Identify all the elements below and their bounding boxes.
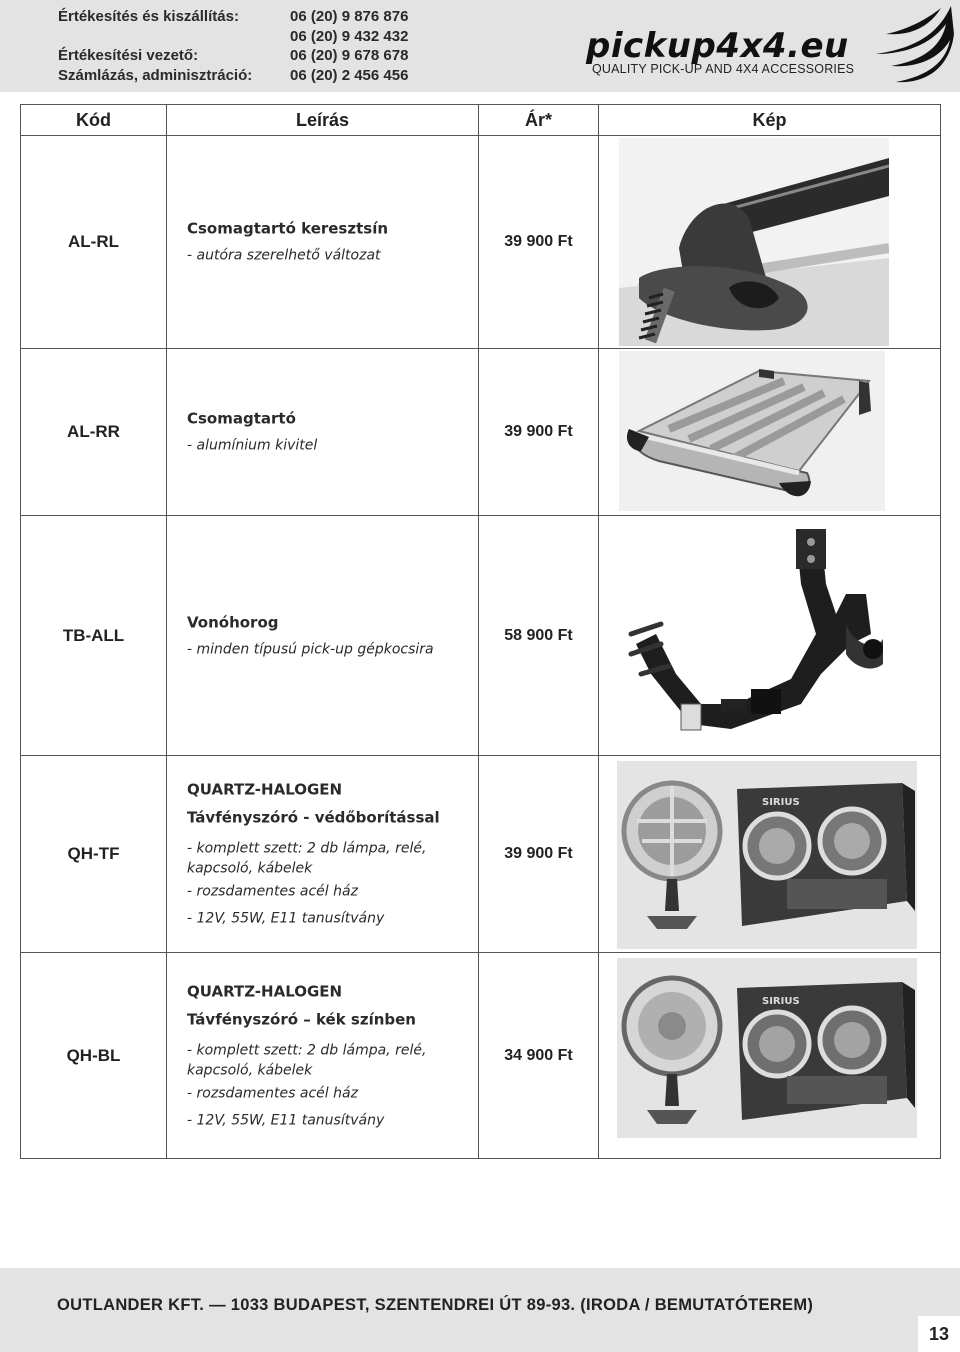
header-code: Kód bbox=[76, 109, 111, 130]
company-address: OUTLANDER KFT. — 1033 BUDAPEST, SZENTENDREI ÚT 89-93. (IRODA / BEMUTATÓTEREM) bbox=[57, 1296, 814, 1314]
brand-logo bbox=[586, 4, 956, 88]
code-cell bbox=[21, 756, 166, 952]
image-cell bbox=[598, 953, 940, 1158]
header-band bbox=[0, 0, 960, 92]
product-subtitle: Távfényszóró – kék színben bbox=[187, 1010, 416, 1028]
product-detail: kapcsoló, kábelek bbox=[187, 1062, 313, 1078]
product-description bbox=[187, 608, 472, 663]
product-detail: - 12V, 55W, E11 tanusítvány bbox=[187, 910, 385, 927]
product-code: QH-TF bbox=[67, 844, 120, 863]
description-cell bbox=[166, 516, 478, 755]
product-detail: - 12V, 55W, E11 tanusítvány bbox=[187, 1112, 385, 1128]
tow-bar-icon bbox=[621, 524, 891, 749]
logo-swoosh-icon bbox=[846, 4, 956, 88]
product-detail: - autóra szerelhető változat bbox=[187, 247, 381, 264]
table-row bbox=[21, 135, 940, 348]
product-title: QUARTZ-HALOGEN bbox=[187, 780, 343, 799]
product-price: 58 900 Ft bbox=[504, 626, 573, 644]
aluminium-roof-basket-icon bbox=[619, 351, 885, 511]
table-row bbox=[21, 348, 940, 515]
price-cell bbox=[478, 953, 598, 1158]
code-cell bbox=[21, 516, 166, 755]
product-detail: - alumínium kivitel bbox=[187, 437, 318, 454]
code-cell bbox=[21, 953, 166, 1158]
product-detail: - rozsdamentes acél ház bbox=[187, 1085, 358, 1101]
product-code: AL-RL bbox=[68, 232, 119, 251]
product-detail: - komplett szett: 2 db lámpa, relé, bbox=[187, 1042, 427, 1058]
image-cell bbox=[598, 136, 940, 348]
product-description bbox=[187, 405, 472, 460]
table-header-row bbox=[21, 105, 940, 135]
product-price: 39 900 Ft bbox=[504, 423, 573, 440]
product-table bbox=[20, 104, 941, 1159]
price-cell bbox=[478, 756, 598, 952]
description-cell bbox=[166, 756, 478, 952]
product-subtitle: Távfényszóró - védőborítással bbox=[187, 808, 440, 827]
brand-label: SIRIUS bbox=[762, 797, 800, 808]
table-row bbox=[21, 755, 940, 952]
product-code: TB-ALL bbox=[62, 625, 125, 645]
code-cell bbox=[21, 349, 166, 515]
header-description: Leírás bbox=[166, 105, 478, 135]
product-description bbox=[187, 977, 472, 1134]
code-cell bbox=[21, 136, 166, 348]
brand-label: SIRIUS bbox=[762, 996, 800, 1007]
description-cell bbox=[166, 136, 478, 348]
product-detail: - rozsdamentes acél ház bbox=[187, 883, 358, 900]
contact-phone: 06 (20) 9 876 876 bbox=[290, 8, 409, 25]
product-code: QH-BL bbox=[66, 1045, 121, 1065]
product-price: 34 900 Ft bbox=[504, 1046, 573, 1064]
price-cell bbox=[478, 349, 598, 515]
table-row bbox=[21, 952, 940, 1158]
logo-tagline: QUALITY PICK-UP AND 4X4 ACCESSORIES bbox=[592, 62, 855, 76]
image-cell bbox=[598, 349, 940, 515]
product-code: AL-RR bbox=[67, 422, 120, 441]
page-number: 13 bbox=[928, 1324, 950, 1344]
contact-label: Értékesítés és kiszállítás: bbox=[58, 8, 239, 25]
blue-halogen-spotlight-set-icon bbox=[617, 958, 917, 1138]
table-row bbox=[21, 515, 940, 755]
halogen-spotlight-set-icon bbox=[617, 761, 917, 949]
product-detail: - komplett szett: 2 db lámpa, relé, bbox=[187, 840, 427, 857]
product-detail: kapcsoló, kábelek bbox=[187, 860, 313, 877]
contact-phone: 06 (20) 2 456 456 bbox=[290, 66, 409, 84]
header-image: Kép bbox=[598, 105, 940, 135]
price-cell bbox=[478, 136, 598, 348]
image-cell bbox=[598, 516, 940, 755]
product-price: 39 900 Ft bbox=[504, 845, 573, 862]
product-title: Csomagtartó keresztsín bbox=[187, 219, 389, 238]
header-price: Ár* bbox=[478, 105, 598, 135]
description-cell bbox=[166, 349, 478, 515]
contact-label: Értékesítési vezető: bbox=[58, 47, 199, 64]
product-description bbox=[187, 776, 472, 933]
logo-wordmark: pickup4x4.eu bbox=[586, 26, 849, 66]
product-description bbox=[187, 215, 472, 270]
description-cell bbox=[166, 953, 478, 1158]
page-number-box bbox=[918, 1316, 960, 1352]
image-cell bbox=[598, 756, 940, 952]
product-price: 39 900 Ft bbox=[504, 233, 573, 250]
price-cell bbox=[478, 516, 598, 755]
contact-label: Számlázás, adminisztráció: bbox=[58, 66, 253, 84]
product-title: Csomagtartó bbox=[187, 409, 296, 428]
contact-phone: 06 (20) 9 678 678 bbox=[290, 47, 409, 64]
contact-phone: 06 (20) 9 432 432 bbox=[290, 27, 409, 45]
roof-rack-crossbar-icon bbox=[619, 138, 889, 346]
product-title: QUARTZ-HALOGEN bbox=[187, 982, 343, 1000]
footer-band bbox=[0, 1268, 960, 1352]
product-title: Vonóhorog bbox=[187, 613, 279, 631]
product-detail: - minden típusú pick-up gépkocsira bbox=[187, 641, 434, 657]
